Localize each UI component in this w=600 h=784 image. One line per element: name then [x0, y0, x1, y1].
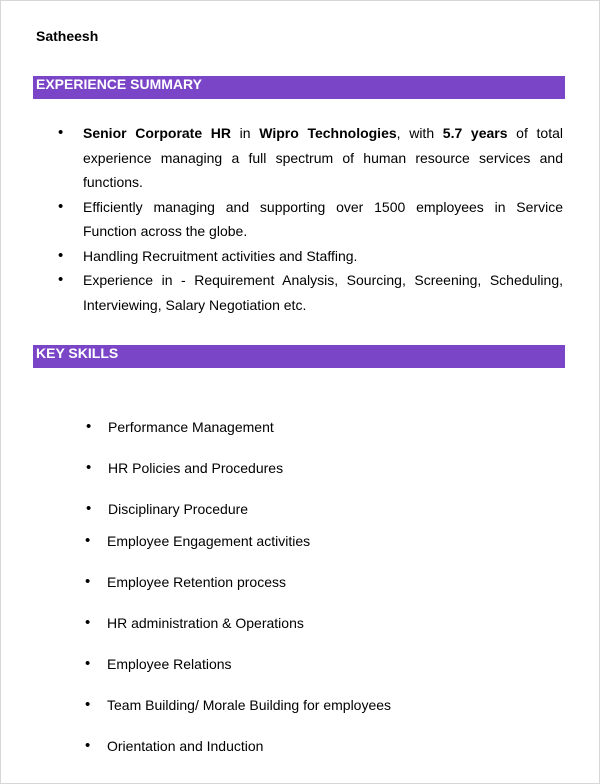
text-fragment: , with — [396, 125, 443, 141]
skill-item: • Team Building/ Morale Building for employees — [107, 696, 391, 714]
text-fragment: in — [231, 125, 260, 141]
key-skills-heading: KEY SKILLS — [33, 345, 565, 368]
skill-item: • HR Policies and Procedures — [108, 459, 283, 477]
skill-item: • HR administration & Operations — [107, 614, 304, 632]
text-fragment: of total experience managing a full spectrum of human resource services and functions. — [83, 125, 563, 190]
skill-item: • Performance Management — [108, 418, 274, 436]
list-item — [83, 121, 563, 195]
skill-item: • Employee Relations — [107, 655, 232, 673]
skill-item: • Disciplinary Procedure — [108, 500, 248, 518]
list-item: • Efficiently managing and supporting over 1500 employees in Service Function across the globe. — [83, 195, 563, 244]
skill-item: • Orientation and Induction — [107, 737, 263, 755]
list-item: • Handling Recruitment activities and Staffing. — [83, 244, 563, 269]
skill-item: • Employee Retention process — [107, 573, 286, 591]
company-name: Wipro Technologies — [259, 125, 397, 141]
candidate-name: Satheesh — [36, 28, 99, 44]
experience-list — [0, 121, 600, 317]
skill-item: • Employee Engagement activities — [107, 532, 310, 550]
experience-summary-heading: EXPERIENCE SUMMARY — [33, 76, 565, 99]
years-experience: 5.7 years — [442, 125, 508, 141]
job-title: Senior Corporate HR — [83, 125, 232, 141]
list-item: • Experience in - Requirement Analysis, Sourcing, Screening, Scheduling, Interviewing, Salary Negotiation etc. — [83, 268, 563, 317]
